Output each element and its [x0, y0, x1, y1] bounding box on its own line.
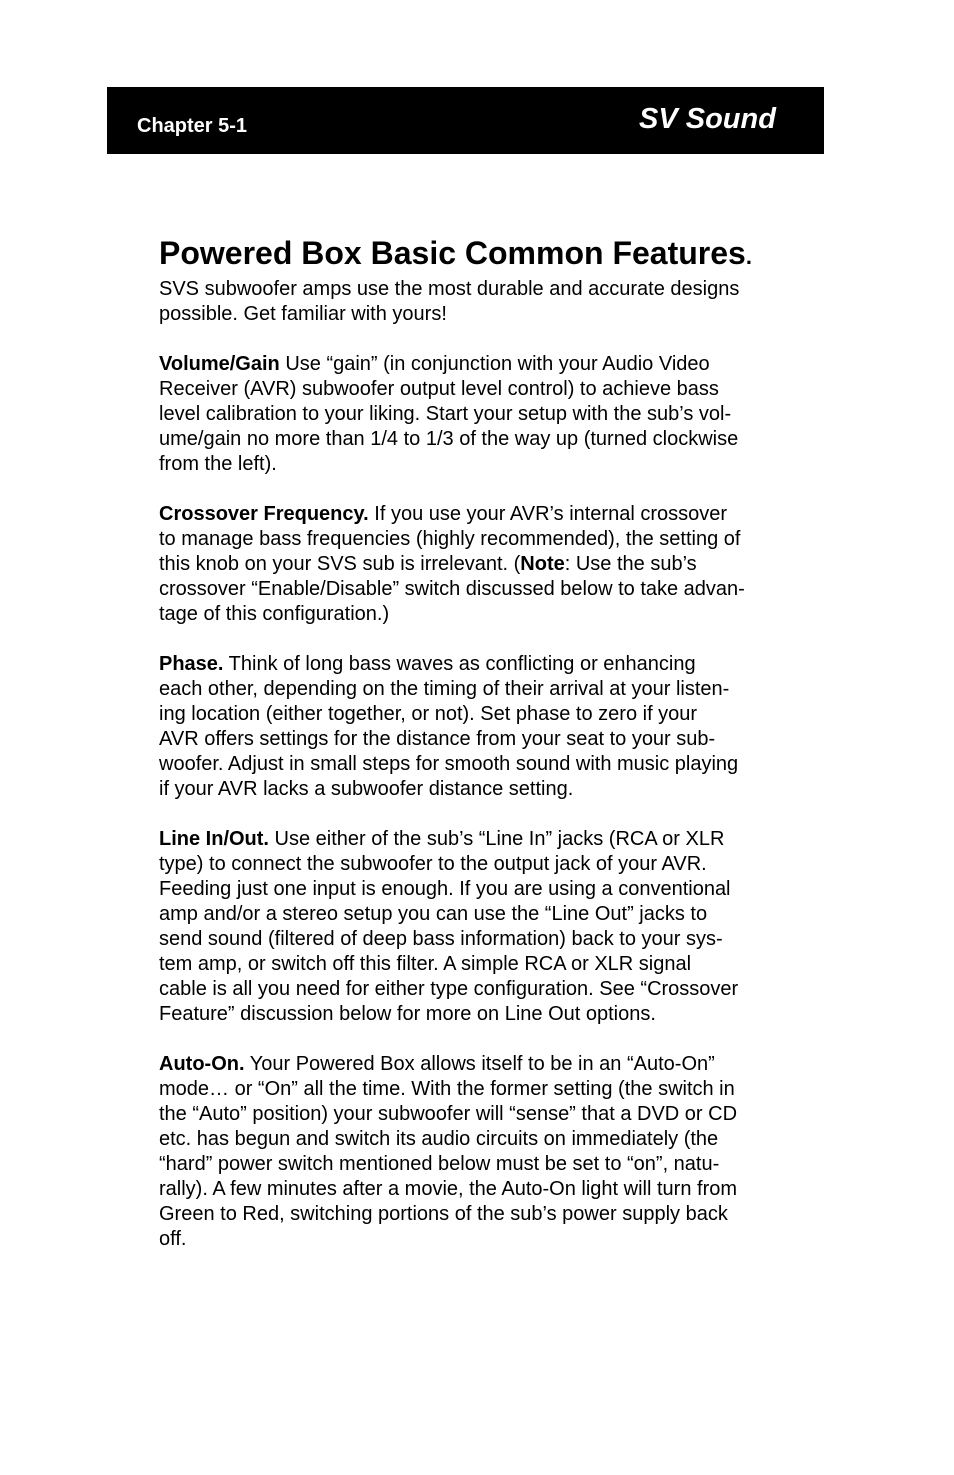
auto-on-line: off. [159, 1228, 187, 1250]
volume-gain-first-line [159, 352, 809, 377]
phase-line: AVR offers settings for the distance from your seat to your sub- [159, 728, 716, 750]
volume-gain-line: level calibration to your liking. Start your setup with the sub’s vol- [159, 403, 732, 425]
phase-first-line [159, 652, 809, 677]
volume-gain-section [159, 352, 809, 477]
line-io-first-text: Use either of the sub’s “Line In” jacks (RCA or XLR [269, 828, 725, 850]
crossover-frequency-section [159, 502, 809, 627]
auto-on-line: mode… or “On” all the time. With the former setting (the switch in [159, 1078, 735, 1100]
page-content [159, 233, 809, 1277]
note-label: Note [520, 553, 565, 575]
intro-line: SVS subwoofer amps use the most durable and accurate designs [159, 278, 740, 300]
chapter-label: Chapter 5-1 [137, 115, 248, 137]
line-io-line: Feeding just one input is enough. If you are using a conventional [159, 878, 731, 900]
line-io-heading: Line In/Out. [159, 828, 269, 850]
crossover-line: to manage bass frequencies (highly recommended), the setting of [159, 528, 741, 550]
intro-line: possible. Get familiar with yours! [159, 303, 447, 325]
auto-on-first-text: Your Powered Box allows itself to be in an “Auto-On” [244, 1053, 715, 1075]
crossover-note-line [159, 552, 809, 577]
crossover-heading: Crossover Frequency. [159, 503, 369, 525]
phase-line: each other, depending on the timing of their arrival at your listen- [159, 678, 730, 700]
brand-title: SV Sound [639, 103, 776, 135]
page-title [159, 233, 809, 277]
auto-on-line: Green to Red, switching portions of the sub’s power supply back [159, 1203, 728, 1225]
volume-gain-heading: Volume/Gain [159, 353, 280, 375]
auto-on-line: etc. has begun and switch its audio circuits on immediately (the [159, 1128, 719, 1150]
phase-line: woofer. Adjust in small steps for smooth sound with music playing [159, 753, 739, 775]
crossover-first-text: If you use your AVR’s internal crossover [368, 503, 728, 525]
crossover-line: crossover “Enable/Disable” switch discussed below to take advan- [159, 578, 745, 600]
auto-on-heading: Auto-On. [159, 1053, 245, 1075]
line-io-line: type) to connect the subwoofer to the output jack of your AVR. [159, 853, 707, 875]
line-io-line: tem amp, or switch off this filter. A simple RCA or XLR signal [159, 953, 692, 975]
crossover-note-post: : Use the sub’s [564, 553, 697, 575]
line-io-line: amp and/or a stereo setup you can use the “Line Out” jacks to [159, 903, 708, 925]
phase-heading: Phase. [159, 653, 224, 675]
line-io-first-line [159, 827, 809, 852]
volume-gain-line: ume/gain no more than 1/4 to 1/3 of the way up (turned clockwise [159, 428, 739, 450]
line-io-line: Feature” discussion below for more on Line Out options. [159, 1003, 656, 1025]
auto-on-first-line [159, 1052, 809, 1077]
crossover-note-pre: this knob on your SVS sub is irrelevant. ( [159, 553, 521, 575]
line-in-out-section [159, 827, 809, 1027]
auto-on-line: the “Auto” position) your subwoofer will “sense” that a DVD or CD [159, 1103, 738, 1125]
auto-on-section [159, 1052, 809, 1252]
chapter-header-bar [107, 87, 824, 154]
line-io-line: cable is all you need for either type configuration. See “Crossover [159, 978, 739, 1000]
auto-on-line: rally). A few minutes after a movie, the Auto-On light will turn from [159, 1178, 738, 1200]
line-io-line: send sound (filtered of deep bass information) back to your sys- [159, 928, 723, 950]
page-title-punct: . [745, 244, 752, 269]
phase-line: ing location (either together, or not). Set phase to zero if your [159, 703, 698, 725]
crossover-line: tage of this configuration.) [159, 603, 390, 625]
phase-first-text: Think of long bass waves as conflicting or enhancing [223, 653, 696, 675]
volume-gain-line: from the left). [159, 453, 277, 475]
phase-section [159, 652, 809, 802]
auto-on-line: “hard” power switch mentioned below must be set to “on”, natu- [159, 1153, 720, 1175]
page-title-text: Powered Box Basic Common Features [159, 235, 746, 271]
volume-gain-line: Receiver (AVR) subwoofer output level control) to achieve bass [159, 378, 719, 400]
crossover-first-line [159, 502, 809, 527]
intro-paragraph [159, 277, 809, 327]
phase-line: if your AVR lacks a subwoofer distance setting. [159, 778, 574, 800]
volume-gain-first-text: Use “gain” (in conjunction with your Audio Video [279, 353, 710, 375]
